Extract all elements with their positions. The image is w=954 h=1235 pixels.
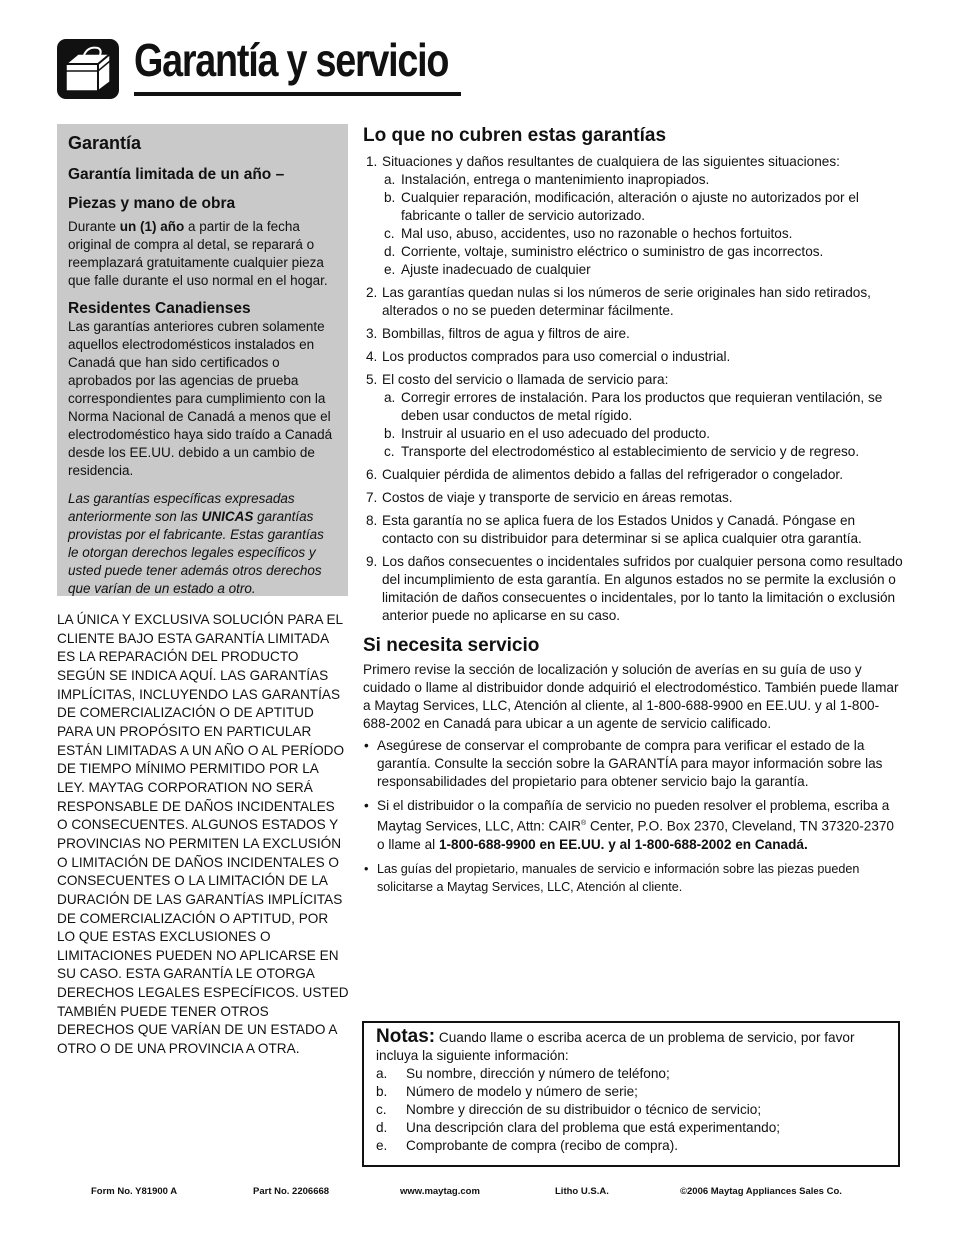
not-covered-subitem	[363, 171, 903, 189]
subitem-letter: b.	[384, 426, 396, 441]
item-number: 4.	[366, 349, 378, 364]
not-covered-heading: Lo que no cubren estas garantías	[363, 125, 667, 146]
subitem-text: Cualquier reparación, modificación, alteración o ajuste no autorizados por el fabricante o taller de servicio autorizado.	[401, 190, 859, 223]
bullet-icon: •	[364, 861, 369, 876]
notes-item-letter: d.	[376, 1120, 388, 1135]
item-number: 3.	[366, 326, 378, 341]
not-covered-item	[363, 284, 903, 320]
service-bullet-receipt: • Asegúrese de conservar el comprobante de compra para verificar el estado de la garantía. Consulte la sección sobre la GARANTÍA para mayor información sobre las responsabilidades del propietario para obtener servicio bajo la garantía.	[364, 738, 883, 789]
service-bullet-manuals: • Las guías del propietario, manuales de servicio e información sobre las piezas pueden solicitarse a Maytag Services, LLC, Atención al cliente.	[364, 861, 860, 894]
title-underline	[134, 92, 461, 96]
item-number: 7.	[366, 490, 378, 505]
not-covered-list	[363, 153, 903, 625]
not-covered-item	[363, 371, 903, 389]
not-covered-item	[363, 348, 903, 366]
notes-item-text: Su nombre, dirección y número de teléfono;	[406, 1066, 670, 1081]
item-number: 1.	[366, 154, 378, 169]
item-number: 8.	[366, 513, 378, 528]
subitem-letter: b.	[384, 190, 396, 205]
subitem-letter: a.	[384, 172, 396, 187]
subitem-letter: c.	[384, 444, 395, 459]
not-covered-subitem	[363, 225, 903, 243]
not-covered-item	[363, 553, 903, 625]
item-text: Las garantías quedan nulas si los números de serie originales han sido retirados, alterados o no se pueden determinar fácilmente.	[382, 285, 871, 318]
subitem-text: Ajuste inadecuado de cualquier	[401, 262, 591, 277]
subitem-letter: d.	[384, 244, 396, 259]
subitem-text: Transporte del electrodoméstico al establecimiento de servicio y de regreso.	[401, 444, 860, 459]
service-intro: Primero revise la sección de localización y solución de averías en su guía de uso y cuidado o llame al distribuidor donde adquirió el electrodoméstico. También puede llamar a Maytag Services, LLC, Atención al cliente, al 1-800-688-9900 en EE.UU. y al 1-800-688-2002 en Canadá para ubicar a un agente de servicio calificado.	[363, 662, 899, 731]
canada-text: Las garantías anteriores cubren solamente aquellos electrodomésticos instalados en Canadá que han sido certificados o aprobados por las agencias de prueba correspondientes para cumplimiento con la Norma Nacional de Canadá a menos que el electrodoméstico haya sido traído a Canadá desde los EE.UU. debido a un cambio de residencia.	[68, 319, 333, 478]
item-text: Esta garantía no se aplica fuera de los Estados Unidos y Canadá. Póngase en contacto con su distribuidor para determinar si se aplica cualquier otra garantía.	[382, 513, 862, 546]
notes-item-letter: b.	[376, 1084, 388, 1099]
notes-item-letter: a.	[376, 1066, 388, 1081]
exclusive-remedy-text: LA ÚNICA Y EXCLUSIVA SOLUCIÓN PARA EL CLIENTE BAJO ESTA GARANTÍA LIMITADA ES LA REPARACIÓN DEL PRODUCTO SEGÚN SE INDICA AQUÍ. LAS GARANTÍAS IMPLÍCITAS, INCLUYENDO LAS GARANTÍAS DE COMERCIALIZACIÓN O DE APTITUD PARA UN PROPÓSITO EN PARTICULAR ESTÁN LIMITADAS A UN AÑO O AL PERÍODO DE TIEMPO MÍNIMO PERMITIDO POR LA LEY. MAYTAG CORPORATION NO SERÁ RESPONSABLE DE DAÑOS INCIDENTALES O CONSECUENTES. ALGUNOS ESTADOS Y PROVINCIAS NO PERMITEN LA EXCLUSIÓN O LIMITACIÓN DE DAÑOS INCIDENTALES O CONSECUENTES O LA LIMITACIÓN DE LA DURACIÓN DE LAS GARANTÍAS IMPLÍCITAS DE COMERCIALIZACIÓN O APTITUD, POR LO QUE ESTAS EXCLUSIONES O LIMITACIONES PUEDEN NO APLICARSE EN SU CASO. ESTA GARANTÍA LE OTORGA DERECHOS LEGALES ESPECÍFICOS. USTED TAMBIÉN PUEDE TENER OTROS DERECHOS QUE VARÍAN DE UN ESTADO A OTRO O DE UNA PROVINCIA A OTRA.	[57, 612, 349, 1057]
notes-item-text: Comprobante de compra (recibo de compra).	[406, 1138, 679, 1153]
not-covered-subitem	[363, 189, 903, 225]
item-text: Cualquier pérdida de alimentos debido a fallas del refrigerador o congelador.	[382, 467, 843, 482]
item-number: 2.	[366, 285, 378, 300]
bullet-icon: •	[364, 738, 369, 753]
not-covered-subitem	[363, 425, 903, 443]
right-column	[363, 124, 903, 896]
footer-website: www.maytag.com	[400, 1186, 480, 1197]
page-title: Garantía y servicio	[134, 34, 449, 86]
subitem-letter: e.	[384, 262, 396, 277]
item-text: Situaciones y daños resultantes de cualquiera de las siguientes situaciones:	[382, 154, 840, 169]
warranty-subheading-2: Piezas y mano de obra	[68, 195, 236, 212]
item-number: 5.	[366, 372, 378, 387]
notes-item-text: Nombre y dirección de su distribuidor o técnico de servicio;	[406, 1102, 762, 1117]
footer-part-no: Part No. 2206668	[253, 1186, 330, 1197]
notes-item	[376, 1083, 898, 1101]
not-covered-item	[363, 153, 903, 171]
not-covered-item	[363, 325, 903, 343]
subitem-text: Instruir al usuario en el uso adecuado del producto.	[401, 426, 711, 441]
notes-item-letter: c.	[376, 1102, 387, 1117]
not-covered-item	[363, 489, 903, 507]
warranty-heading: Garantía	[68, 133, 142, 153]
toolbox-icon	[56, 38, 120, 100]
notes-item-text: Número de modelo y número de serie;	[406, 1084, 638, 1099]
item-text: El costo del servicio o llamada de servicio para:	[382, 372, 669, 387]
subitem-text: Corriente, voltaje, suministro eléctrico o suministro de gas incorrectos.	[401, 244, 824, 259]
notes-item	[376, 1119, 898, 1137]
footer-copyright: ©2006 Maytag Appliances Sales Co.	[680, 1186, 842, 1197]
not-covered-subitem	[363, 243, 903, 261]
bullet-icon: •	[364, 798, 369, 813]
not-covered-subitem	[363, 389, 903, 425]
service-heading: Si necesita servicio	[363, 635, 540, 656]
footer-litho: Litho U.S.A.	[555, 1186, 609, 1197]
notes-item	[376, 1101, 898, 1119]
subitem-text: Corregir errores de instalación. Para los productos que requieran ventilación, se deben usar conductos de metal rígido.	[401, 390, 883, 423]
notes-item-letter: e.	[376, 1138, 388, 1153]
notes-item	[376, 1065, 898, 1083]
subitem-letter: a.	[384, 390, 396, 405]
notes-list	[376, 1065, 898, 1155]
subitem-letter: c.	[384, 226, 395, 241]
item-number: 6.	[366, 467, 378, 482]
not-covered-item	[363, 466, 903, 484]
item-text: Costos de viaje y transporte de servicio en áreas remotas.	[382, 490, 733, 505]
canada-heading: Residentes Canadienses	[68, 300, 251, 317]
not-covered-subitem	[363, 261, 903, 279]
footer-form-no: Form No. Y81900 A	[91, 1186, 178, 1197]
warranty-subheading-1: Garantía limitada de un año –	[68, 166, 285, 183]
notes-item-text: Una descripción clara del problema que está experimentando;	[406, 1120, 781, 1135]
notes-item	[376, 1137, 898, 1155]
item-text: Los productos comprados para uso comercial o industrial.	[382, 349, 731, 364]
subitem-text: Instalación, entrega o mantenimiento inapropiados.	[401, 172, 710, 187]
notes-box	[362, 1021, 900, 1167]
item-text: Bombillas, filtros de agua y filtros de aire.	[382, 326, 630, 341]
footer	[0, 1186, 954, 1200]
item-number: 9.	[366, 554, 378, 569]
item-text: Los daños consecuentes o incidentales sufridos por cualquier persona como resultado del incumplimiento de esta garantía. En algunos estados no se permite la exclusión o limitación de daños consecuentes o incidentales, por lo tanto la limitación o exclusión anterior puede no aplicarse en su caso.	[382, 554, 903, 623]
notes-intro: Notas: Cuando llame o escriba acerca de un problema de servicio, por favor incluya la siguiente información:	[376, 1026, 855, 1063]
not-covered-item	[363, 512, 903, 548]
warranty-period-text: Durante un (1) año a partir de la fecha original de compra al detal, se reparará o reemplazará gratuitamente cualquier pieza que falle durante el uso normal en el hogar.	[68, 219, 328, 288]
service-bullet-contact: • Si el distribuidor o la compañía de servicio no pueden resolver el problema, escriba a Maytag Services, LLC, Attn: CAIR® Center, P.O. Box 2370, Cleveland, TN 37320-2370 o llame al 1-800-688-9900 en EE.UU. y al 1-800-688-2002 en Canadá.	[364, 798, 894, 852]
not-covered-subitem	[363, 443, 903, 461]
warranty-box	[57, 124, 348, 596]
subitem-text: Mal uso, abuso, accidentes, uso no razonable o hechos fortuitos.	[401, 226, 793, 241]
specific-warranty-note: Las garantías específicas expresadas anteriormente son las UNICAS garantías provistas por el fabricante. Estas garantías le otorgan derechos legales específicos y usted puede tener además otros derechos que varían de un estado a otro.	[68, 491, 324, 596]
